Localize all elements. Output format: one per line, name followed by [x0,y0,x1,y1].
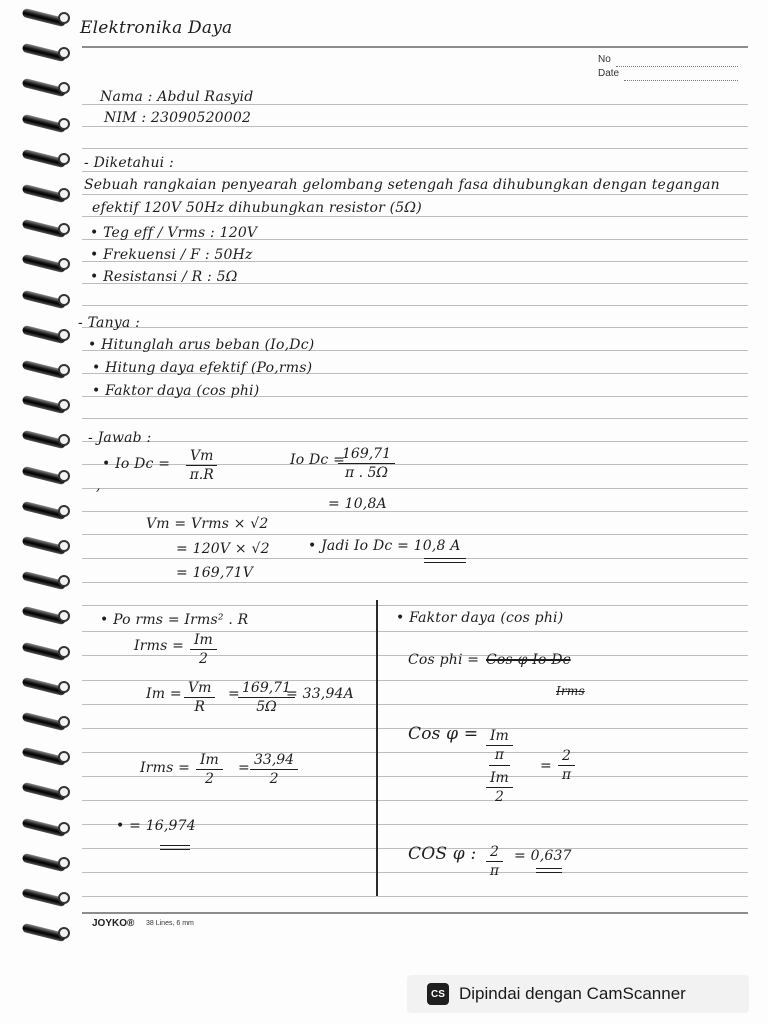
footer-rule [82,912,748,914]
spiral-ring [18,362,74,378]
column-divider [376,600,378,896]
cos2-top-fraction [486,728,513,766]
cos3-numerator: 2 [486,844,503,862]
spiral-ring [18,80,74,96]
cosphi-struck-denominator: Irms [556,684,585,698]
cos3-result-underline [536,868,562,873]
irms-numerator: Im [190,632,217,650]
io-rhs-label: Io Dc = [290,452,346,468]
punch-hole [58,82,70,94]
ruled-line [82,776,748,777]
punch-hole [58,575,70,587]
camscanner-text: Dipindai dengan CamScanner [459,984,686,1003]
ruled-line [82,441,748,442]
cos3-label: COS φ : [408,844,477,864]
answer-heading: - Jawab : [88,430,152,446]
ruled-line [82,148,748,149]
io-comma: , [96,478,101,494]
spiral-ring [18,468,74,484]
ruled-line [82,418,748,419]
spiral-ring [18,925,74,941]
punch-hole [58,188,70,200]
punch-hole [58,12,70,24]
punch-hole [58,505,70,517]
ruled-line [82,605,748,606]
ruled-line [82,488,748,489]
punch-hole [58,610,70,622]
spiral-ring [18,186,74,202]
cos2-simplified-numerator: 2 [558,748,575,766]
irms2-value-numerator: 33,94 [250,752,298,770]
punch-hole [58,118,70,130]
spiral-ring [18,256,74,272]
io-label: • Io Dc = [102,456,171,472]
notebook-line-spec: 38 Lines, 6 mm [146,920,194,927]
ruled-line [82,464,748,465]
ruled-line [82,126,748,127]
punch-hole [58,927,70,939]
punch-hole [58,822,70,834]
punch-hole [58,892,70,904]
spiral-ring [18,503,74,519]
ruled-line [82,194,748,195]
irms2-value-denominator: 2 [269,771,279,787]
ruled-line [82,216,748,217]
spiral-ring [18,432,74,448]
ruled-line [82,511,748,512]
spiral-ring [18,890,74,906]
cos3-denominator: π [489,863,500,879]
punch-hole [58,223,70,235]
no-field [616,66,738,67]
irms2-denominator: 2 [204,771,214,787]
irms2-value-fraction [250,752,298,787]
irms-label: Irms = [134,638,185,654]
io-rhs-numerator: 169,71 [338,446,395,464]
punch-hole [58,434,70,446]
io-formula-fraction [186,448,217,483]
spiral-ring [18,679,74,695]
header-rule [82,46,748,48]
asked-item: • Hitunglah arus beban (Io,Dc) [88,337,315,353]
im-value-numerator: 169,71 [238,680,295,698]
given-heading: - Diketahui : [84,155,174,171]
spiral-ring [18,714,74,730]
im-fraction [184,680,215,715]
irms2-label: Irms = [140,760,191,776]
spiral-ring [18,573,74,589]
ruled-line [82,327,748,328]
cos3-fraction [486,844,503,879]
problem-line-2: efektif 120V 50Hz dihubungkan resistor (5Ω) [92,200,422,216]
given-item: • Resistansi / R : 5Ω [90,269,238,285]
punch-hole [58,786,70,798]
punch-hole [58,857,70,869]
cosphi-struck-formula: Cos φ Io Dc [486,652,571,668]
student-name: Nama : Abdul Rasyid [100,89,254,105]
irms2-numerator: Im [196,752,223,770]
io-final-underline [424,558,466,563]
spiral-binding [18,0,78,960]
io-formula-numerator: Vm [186,448,217,466]
given-item: • Frekuensi / F : 50Hz [90,247,253,263]
ruled-line [82,800,748,801]
punch-hole [58,294,70,306]
vm-line-3: = 169,71V [176,565,254,581]
punch-hole [58,258,70,270]
punch-hole [58,399,70,411]
punch-hole [58,329,70,341]
spiral-ring [18,327,74,343]
cos3-result: = 0,637 [514,848,572,864]
punch-hole [58,470,70,482]
cos2-simplified-fraction [558,748,575,783]
spiral-ring [18,292,74,308]
io-formula-denominator: π.R [189,467,214,483]
irms2-fraction [196,752,223,787]
cos2-simplified-denominator: π [561,767,572,783]
ruled-line [82,582,748,583]
given-item: • Teg eff / Vrms : 120V [90,225,258,241]
asked-heading: - Tanya : [78,315,141,331]
equals-sign: = [238,760,250,776]
spiral-ring [18,538,74,554]
spiral-ring [18,608,74,624]
ruled-line [82,680,748,681]
punch-hole [58,364,70,376]
asked-item: • Hitung daya efektif (Po,rms) [92,360,313,376]
po-rms-formula: • Po rms = Irms² . R [100,612,249,628]
ruled-line [82,752,748,753]
io-rhs-result: = 10,8A [328,496,387,512]
irms-denominator: 2 [198,651,208,667]
ruled-line [82,534,748,535]
ruled-line [82,558,748,559]
date-field [624,80,738,81]
spiral-ring [18,45,74,61]
spiral-ring [18,644,74,660]
spiral-ring [18,820,74,836]
punch-hole [58,47,70,59]
im-value-denominator: 5Ω [256,699,277,715]
spiral-ring [18,151,74,167]
spiral-ring [18,397,74,413]
io-rhs-denominator: π . 5Ω [344,465,389,481]
cosphi-label: Cos phi = [408,652,480,668]
vm-line-1: Vm = Vrms × √2 [146,516,269,532]
ruled-line [82,896,748,897]
io-rhs-fraction [338,446,395,481]
cos2-bottom-numerator: Im [486,770,513,788]
irms-fraction [190,632,217,667]
cos2-top-numerator: Im [486,728,513,746]
punch-hole [58,681,70,693]
camscanner-watermark [407,975,749,1013]
vm-line-2: = 120V × √2 [176,541,270,557]
ruled-line [82,704,748,705]
cos2-compound-fraction [486,728,513,805]
date-label: Date [598,68,620,79]
cos2-label: Cos φ = [408,724,479,744]
page-title: Elektronika Daya [80,18,233,38]
ruled-line [82,872,748,873]
punch-hole [58,646,70,658]
equals-sign: = [228,686,240,702]
spiral-ring [18,221,74,237]
spiral-ring [18,10,74,26]
punch-hole [58,751,70,763]
im-result: = 33,94A [286,686,354,702]
irms-result-underline [160,845,190,850]
irms-result: • = 16,974 [116,818,196,834]
student-nim: NIM : 23090520002 [104,110,252,126]
punch-hole [58,540,70,552]
spiral-ring [18,116,74,132]
pf-heading: • Faktor daya (cos phi) [396,610,564,626]
punch-hole [58,716,70,728]
ruled-line [82,171,748,172]
no-label: No [598,54,611,65]
punch-hole [58,153,70,165]
ruled-line [82,631,748,632]
cos2-bottom-fraction [486,770,513,805]
asked-item: • Faktor daya (cos phi) [92,383,260,399]
spiral-ring [18,855,74,871]
im-label: Im = [146,686,182,702]
spiral-ring [18,749,74,765]
equals-sign: = [540,758,552,774]
spiral-ring [18,784,74,800]
io-final: • Jadi Io Dc = 10,8 A [308,538,461,554]
cos2-top-denominator: π [489,746,510,766]
problem-line-1: Sebuah rangkaian penyearah gelombang setengah fasa dihubungkan dengan tegangan [84,177,720,193]
ruled-line [82,305,748,306]
notebook-brand: JOYKO® [92,918,135,929]
cos2-bottom-denominator: 2 [494,789,504,805]
im-denominator: R [194,699,205,715]
im-numerator: Vm [184,680,215,698]
camscanner-logo-icon: CS [427,983,449,1005]
